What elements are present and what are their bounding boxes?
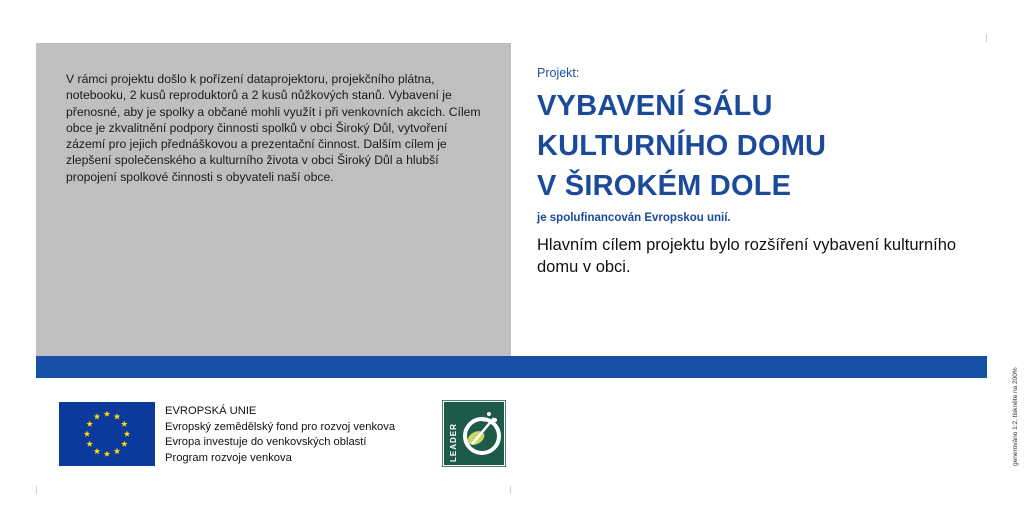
- eu-star-icon: [121, 441, 127, 447]
- eu-stars: [59, 402, 155, 466]
- eu-line: Program rozvoje venkova: [165, 451, 292, 464]
- eu-funding-text: [165, 404, 395, 466]
- eu-star-icon: [94, 448, 100, 454]
- leader-text: LEADER: [449, 423, 458, 462]
- title-line: KULTURNÍHO DOMU: [537, 130, 827, 162]
- crop-mark: [986, 34, 995, 42]
- project-description: V rámci projektu došlo k pořízení dataprojektoru, projekčního plátna, notebooku, 2 kusů reproduktorů a 2 kusů nůžkových stanů. Vybavení je přenosné, aby je spolky a občané mohli využít i při venkovních akcích. Cílem obce je zkvalitnění podpory činnosti spolků v obci Široký Důl, vytvoření zázemí pro jejich přednáškovou a prezentační činnost. Dalším cílem je zlepšení společenského a kulturního života v obci Široký Důl a hlubší propojení spolkové činnosti s obyvateli naší obce.: [66, 72, 481, 184]
- crop-mark: [510, 486, 519, 494]
- leader-logo-icon: [442, 400, 506, 467]
- project-label: Projekt:: [537, 66, 580, 80]
- eu-star-icon: [86, 421, 92, 427]
- crop-mark: [36, 486, 45, 494]
- eu-line: Evropský zemědělský fond pro rozvoj venkova: [165, 420, 396, 433]
- eu-line: Evropa investuje do venkovských oblastí: [165, 436, 367, 448]
- eu-star-icon: [94, 413, 100, 419]
- project-info: [537, 66, 977, 278]
- eu-star-icon: [104, 451, 110, 457]
- eu-flag-icon: [59, 402, 155, 466]
- eu-star-icon: [86, 441, 92, 447]
- eu-line: EVROPSKÁ UNIE: [165, 405, 257, 417]
- title-line: V ŠIROKÉM DOLE: [537, 170, 792, 202]
- title-line: VYBAVENÍ SÁLU: [537, 90, 773, 122]
- eu-star-icon: [121, 421, 127, 427]
- print-note: generováno 1:2, tiskněte na 200%: [1012, 367, 1019, 466]
- eu-star-icon: [124, 431, 130, 437]
- project-goal: Hlavním cílem projektu bylo rozšíření vybavení kulturního domu v obci.: [537, 236, 957, 276]
- eu-star-icon: [114, 448, 120, 454]
- project-title: [537, 86, 977, 206]
- cofinanced-text: je spolufinancován Evropskou unií.: [537, 212, 731, 224]
- blue-divider-bar: [36, 356, 987, 378]
- eu-star-icon: [84, 431, 90, 437]
- eu-star-icon: [114, 413, 120, 419]
- eu-star-icon: [104, 411, 110, 417]
